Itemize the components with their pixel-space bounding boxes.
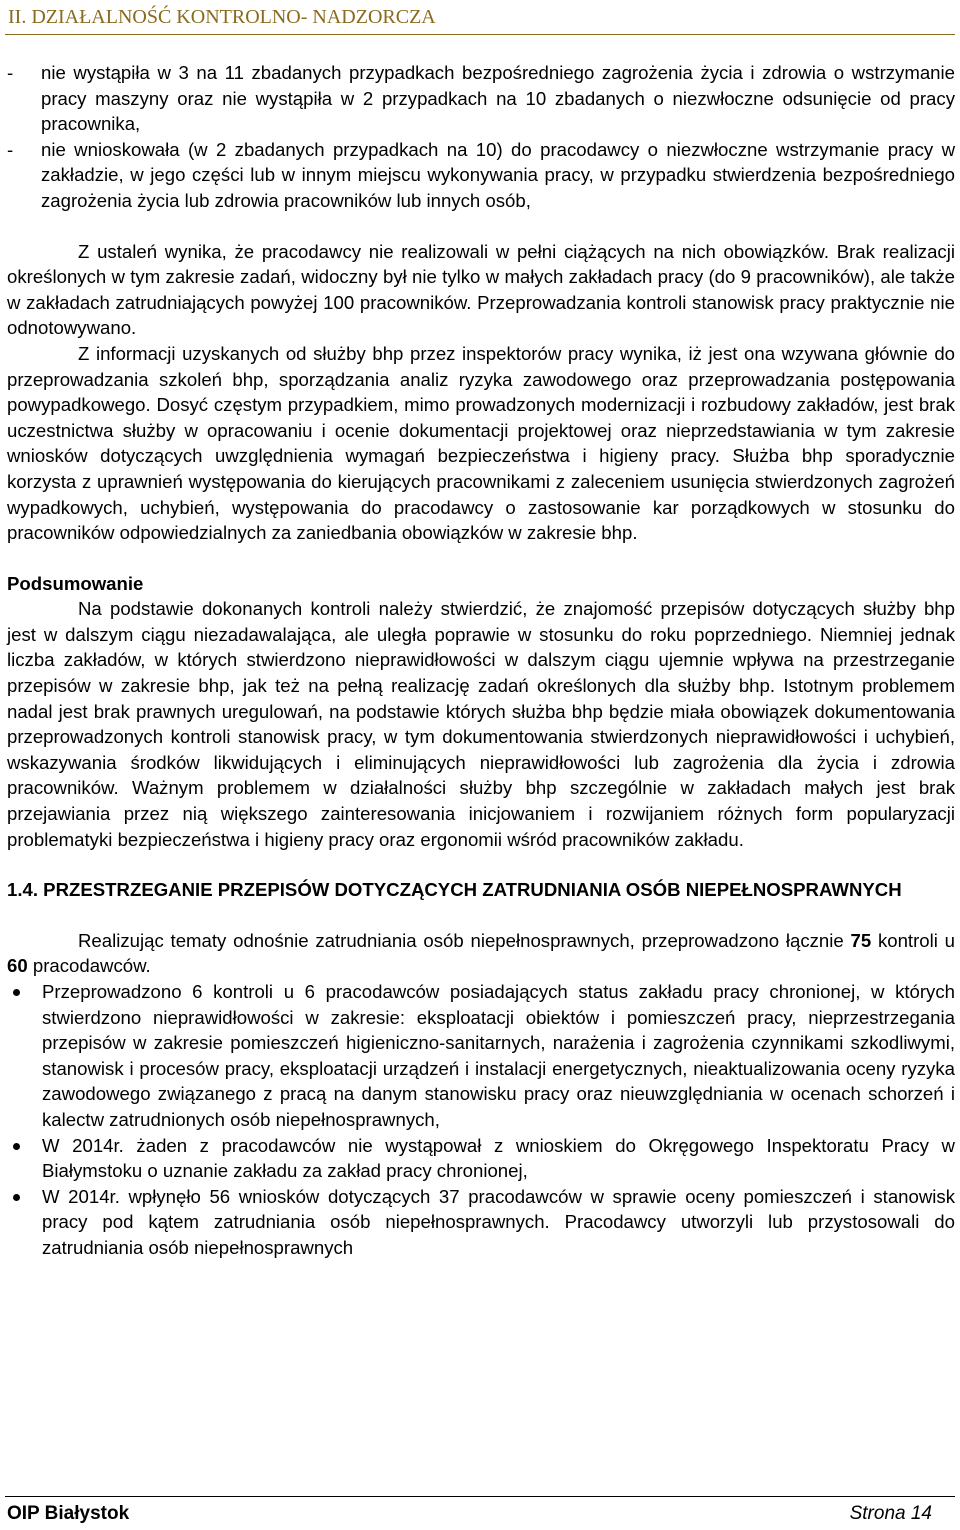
bullet-list-item — [7, 1184, 955, 1261]
section-intro — [7, 928, 955, 979]
intro-text: Realizując tematy odnośnie zatrudniania osób niepełnosprawnych, przeprowadzono łącznie — [78, 929, 851, 951]
footer-divider — [5, 1496, 955, 1497]
page-content — [7, 60, 955, 1261]
dash-item-text: nie wystąpiła w 3 na 11 zbadanych przypadkach bezpośredniego zagrożenia życia i zdrowia o wstrzymanie pracy maszyny oraz nie wystąpiła w 2 przypadkach na 10 zbadanych o niezwłoczne odsunięcie od pracy pracownika, — [41, 62, 955, 135]
bullet-list-item — [7, 979, 955, 1133]
spacer — [7, 852, 955, 877]
dash-marker: - — [7, 138, 14, 160]
body-paragraph: Z informacji uzyskanych od służby bhp przez inspektorów pracy wynika, iż jest ona wzywana głównie do przeprowadzania szkoleń bhp, sporządzania analiz ryzyka zawodowego oraz przeprowadzania postępowania powypadkowego. Dosyć częstym przypadkiem, mimo prowadzonych modernizacji i rozbudowy zakładów, jest brak uczestnictwa służby w opracowaniu i ocenie dokumentacji projektowej oraz nieprzedstawiania w tym zakresie wniosków dotyczących uwzględnienia wymagań bezpieczeństwa i higieny pracy. Służba bhp sporadycznie korzysta z uprawnień występowania do kierujących pracownikami z zaleceniem usunięcia stwierdzonych zagrożeń wypadkowych, uchybień, występowania do pracodawcy o zastosowanie kar porządkowych w stosunku do pracowników odpowiedzialnych za zaniedbania obowiązków w zakresie bhp. — [7, 342, 955, 544]
employers-count: 60 — [7, 955, 28, 977]
intro-text: kontroli u — [871, 929, 955, 951]
page-number: Strona 14 — [849, 1503, 932, 1524]
dash-marker: - — [7, 62, 14, 83]
bullet-text: W 2014r. wpłynęło 56 wniosków dotyczących 37 pracodawców w sprawie oceny pomieszczeń i stanowisk pracy pod kątem zatrudniania osób niepełnosprawnych. Pracodawcy utworzyli lub przystosowali do zatrudniania osób niepełnosprawnych — [42, 1185, 955, 1258]
spacer — [7, 214, 955, 239]
chapter-header: II. DZIAŁALNOŚĆ KONTROLNO- NADZORCZA — [8, 6, 436, 28]
bullet-text: Przeprowadzono 6 kontroli u 6 pracodawców posiadających status zakładu pracy chronionej, w których stwierdzono nieprawidłowości w zakresie: eksploatacji obiektów i pomieszczeń pracy, nieprzestrzegania przepisów w zakresie pomieszczeń higieniczno-sanitarnych, narażenia i zagrożenia czynnikami szkodliwymi, stanowisk i procesów pracy, eksploatacji urządzeń i instalacji energetycznych, nieaktualizowania oceny ryzyka zawodowego związanego z pracą na danym stanowisku pracy oraz nieuwzględniania w ocenach schorzeń i kalectw zatrudnionych osób niepełnosprawnych, — [42, 981, 955, 1130]
dash-list-item — [7, 60, 955, 137]
inspections-count: 75 — [850, 929, 872, 951]
bullet-text: W 2014r. żaden z pracodawców nie wystąpował z wnioskiem do Okręgowego Inspektoratu Pracy w Białymstoku o uznanie zakładu za zakład pracy chronionej, — [42, 1134, 955, 1182]
spacer — [7, 903, 955, 928]
spacer — [7, 546, 955, 571]
dash-item-text: nie wnioskowała (w 2 zbadanych przypadkach na 10) do pracodawcy o niezwłoczne wstrzymanie pracy w zakładzie, w jego części lub w innym miejscu wykonywania pracy, w przypadku stwierdzenia bezpośredniego zagrożenia życia lub zdrowia pracowników lub innych osób, — [41, 138, 955, 211]
bullet-list — [7, 979, 955, 1261]
dash-list-item — [7, 137, 955, 214]
intro-text: pracodawców. — [27, 955, 151, 977]
summary-heading: Podsumowanie — [7, 572, 144, 594]
bullet-icon — [13, 1194, 20, 1201]
header-divider — [5, 34, 955, 35]
section-heading: 1.4. PRZESTRZEGANIE PRZEPISÓW DOTYCZĄCYCH ZATRUDNIANIA OSÓB NIEPEŁNOSPRAWNYCH — [7, 879, 902, 901]
bullet-icon — [13, 1143, 20, 1150]
bullet-icon — [13, 989, 20, 996]
summary-paragraph: Na podstawie dokonanych kontroli należy stwierdzić, że znajomość przepisów dotyczących służby bhp jest w dalszym ciągu niezadawalająca, ale uległa poprawie w stosunku do roku poprzedniego. Niemniej jednak liczba zakładów, w których stwierdzono nieprawidłowości w dalszym ciągu ujemnie wpływa na przestrzeganie przepisów w zakresie bhp, jak też na pełną realizację zadań określonych dla służby bhp. Istotnym problemem nadal jest brak prawnych uregulowań, na podstawie których służba bhp będzie miała obowiązek dokumentowania przeprowadzonych kontroli stanowisk pracy, w tym dokumentowania stwierdzonych nieprawidłowości i uchybień, wskazywania środków likwidujących i eliminujących nieprawidłowości lub zagrożenia dla życia i zdrowia pracowników. Ważnym problemem w działalności służby bhp szczególnie w zakładach małych jest brak przejawiania przez nią większego zainteresowania inicjowaniem i rozwijaniem różnych form popularyzacji problematyki bezpieczeństwa i higieny pracy oraz ergonomii wśród pracowników zakładu. — [7, 598, 955, 850]
footer-organization: OIP Białystok — [7, 1503, 130, 1524]
bullet-list-item — [7, 1133, 955, 1184]
body-paragraph: Z ustaleń wynika, że pracodawcy nie realizowali w pełni ciążących na nich obowiązków. Brak realizacji określonych w tym zakresie zadań, widoczny był nie tylko w małych zakładach pracy (do 9 pracowników), ale także w zakładach zatrudniających powyżej 100 pracowników. Przeprowadzania kontroli stanowisk pracy praktycznie nie odnotowywano. — [7, 240, 955, 339]
